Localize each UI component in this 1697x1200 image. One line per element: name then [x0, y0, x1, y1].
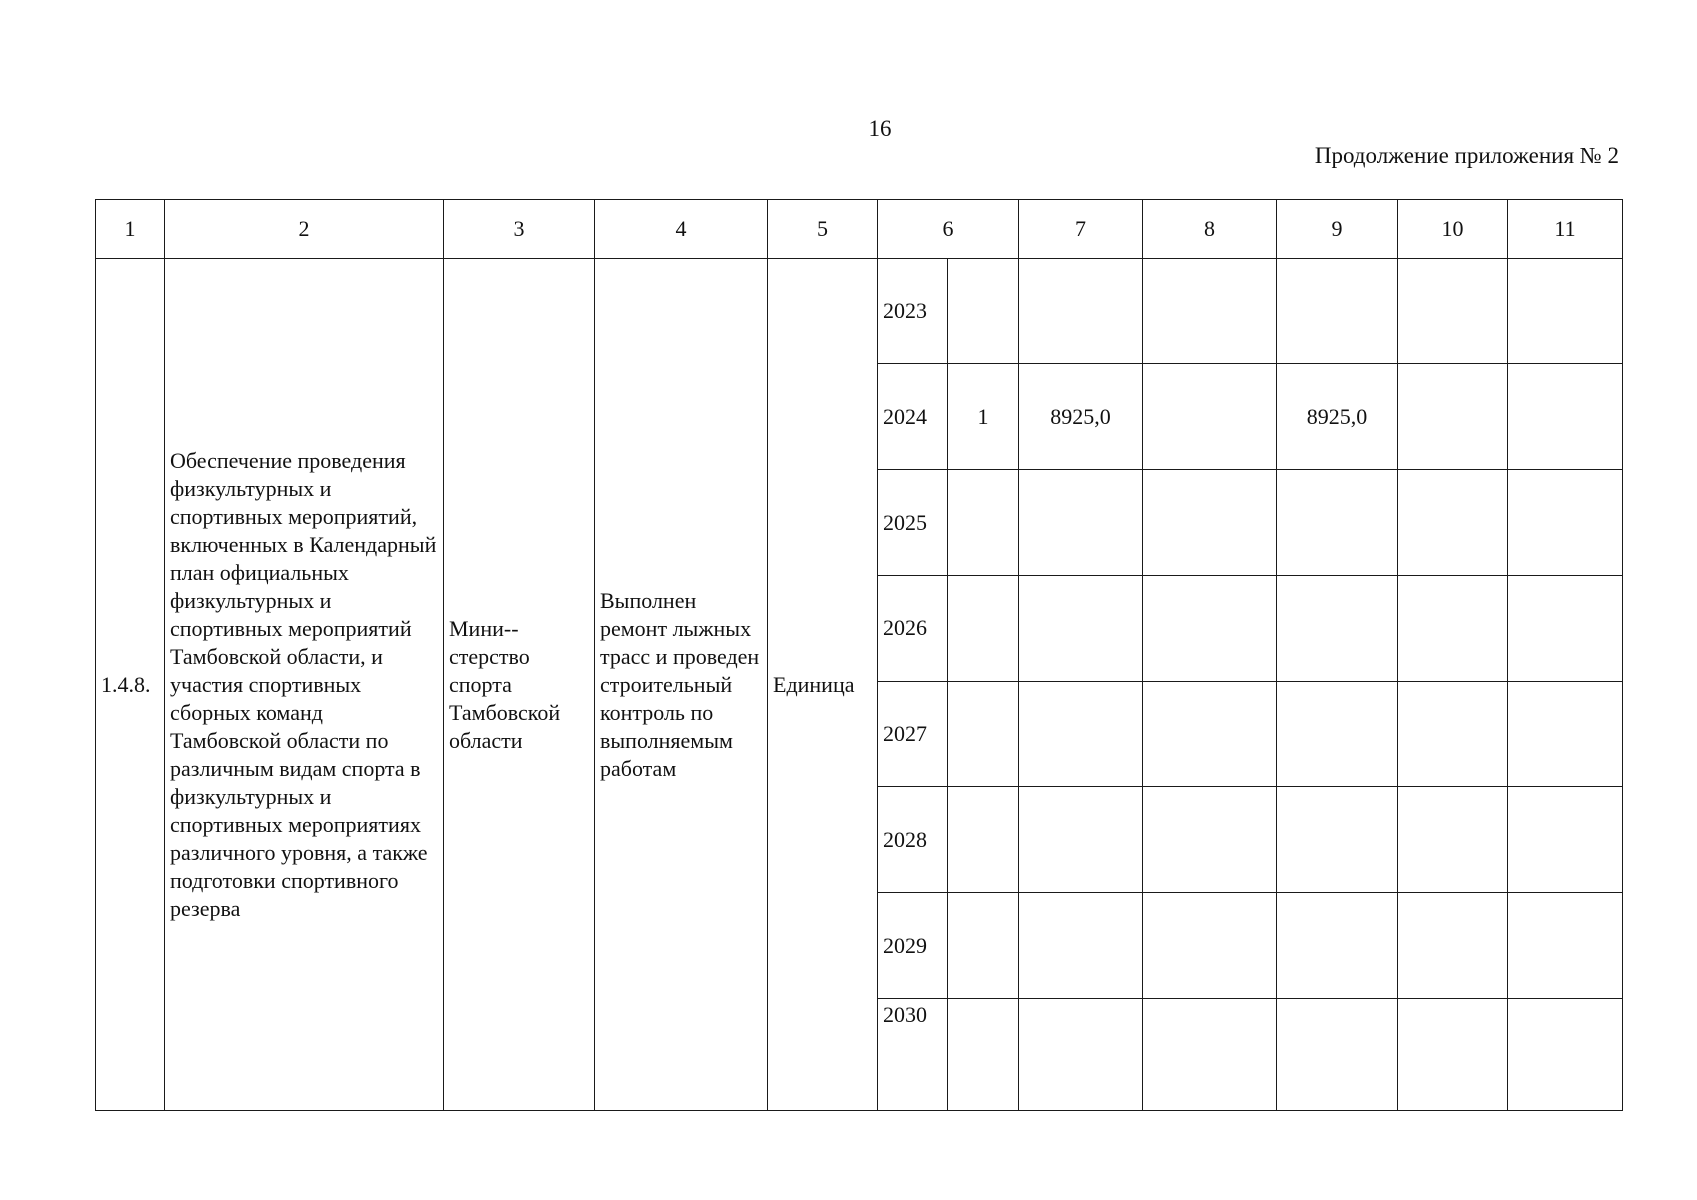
col9-cell: [1277, 681, 1398, 787]
appendix-table: [95, 199, 1623, 1111]
value-cell: [948, 787, 1019, 893]
col10-cell: [1398, 258, 1508, 364]
col7-cell: [1019, 681, 1143, 787]
table-row: [96, 258, 1623, 364]
col11-cell: [1508, 893, 1623, 999]
appendix-note: Продолжение приложения № 2: [1314, 143, 1619, 168]
col7-cell: [1019, 893, 1143, 999]
col11-cell: [1508, 681, 1623, 787]
page-number: 16: [868, 116, 892, 141]
year-cell: 2029: [878, 893, 948, 999]
col10-cell: [1398, 470, 1508, 576]
col10-cell: [1398, 364, 1508, 470]
col8-cell: [1143, 364, 1277, 470]
col10-cell: [1398, 575, 1508, 681]
value-cell: 1: [948, 364, 1019, 470]
col9-cell: [1277, 470, 1398, 576]
year-cell: 2024: [878, 364, 948, 470]
col9-cell: [1277, 787, 1398, 893]
col7-cell: [1019, 258, 1143, 364]
col8-cell: [1143, 998, 1277, 1110]
column-number: 3: [444, 200, 595, 259]
col8-cell: [1143, 787, 1277, 893]
value-cell: [948, 470, 1019, 576]
measure-description: Обеспечение проведения физкультурных и спортивных мероприятий, включенных в Календарный план официальных физкультурных и спортивных мероприятий Тамбовской области, и участия спортивных сборных команд Тамбовской области по различным видам спорта в физкультурных и спортивных мероприятиях различного уровня, а также подготовки спортивного резерва: [165, 258, 444, 1110]
year-cell: 2025: [878, 470, 948, 576]
col8-cell: [1143, 575, 1277, 681]
year-cell: 2026: [878, 575, 948, 681]
column-number: 4: [595, 200, 768, 259]
col7-cell: [1019, 575, 1143, 681]
col7-cell: 8925,0: [1019, 364, 1143, 470]
row-number: 1.4.8.: [96, 258, 165, 1110]
col8-cell: [1143, 470, 1277, 576]
col11-cell: [1508, 998, 1623, 1110]
col10-cell: [1398, 787, 1508, 893]
col8-cell: [1143, 258, 1277, 364]
col9-cell: [1277, 893, 1398, 999]
year-cell: 2027: [878, 681, 948, 787]
col10-cell: [1398, 681, 1508, 787]
value-cell: [948, 998, 1019, 1110]
value-cell: [948, 575, 1019, 681]
column-number: 7: [1019, 200, 1143, 259]
col9-cell: 8925,0: [1277, 364, 1398, 470]
column-number: 10: [1398, 200, 1508, 259]
col10-cell: [1398, 998, 1508, 1110]
value-cell: [948, 258, 1019, 364]
year-cell: 2030: [878, 998, 948, 1110]
column-number: 2: [165, 200, 444, 259]
column-number: 5: [768, 200, 878, 259]
column-number: 6: [878, 200, 1019, 259]
col11-cell: [1508, 787, 1623, 893]
column-number: 8: [1143, 200, 1277, 259]
col7-cell: [1019, 787, 1143, 893]
col8-cell: [1143, 681, 1277, 787]
column-number-row: [96, 200, 1623, 259]
value-cell: [948, 893, 1019, 999]
col7-cell: [1019, 470, 1143, 576]
col9-cell: [1277, 258, 1398, 364]
col11-cell: [1508, 364, 1623, 470]
column-number: 11: [1508, 200, 1623, 259]
result-description: Выполнен ремонт лыжных трасс и проведен строительный контроль по выполняемым работам: [595, 258, 768, 1110]
executor: Мини-стерство спорта Тамбовской области: [444, 258, 595, 1110]
col11-cell: [1508, 575, 1623, 681]
column-number: 1: [96, 200, 165, 259]
year-cell: 2028: [878, 787, 948, 893]
col7-cell: [1019, 998, 1143, 1110]
col9-cell: [1277, 998, 1398, 1110]
col10-cell: [1398, 893, 1508, 999]
unit: Единица: [768, 258, 878, 1110]
col8-cell: [1143, 893, 1277, 999]
col11-cell: [1508, 470, 1623, 576]
col9-cell: [1277, 575, 1398, 681]
value-cell: [948, 681, 1019, 787]
year-cell: 2023: [878, 258, 948, 364]
col11-cell: [1508, 258, 1623, 364]
column-number: 9: [1277, 200, 1398, 259]
